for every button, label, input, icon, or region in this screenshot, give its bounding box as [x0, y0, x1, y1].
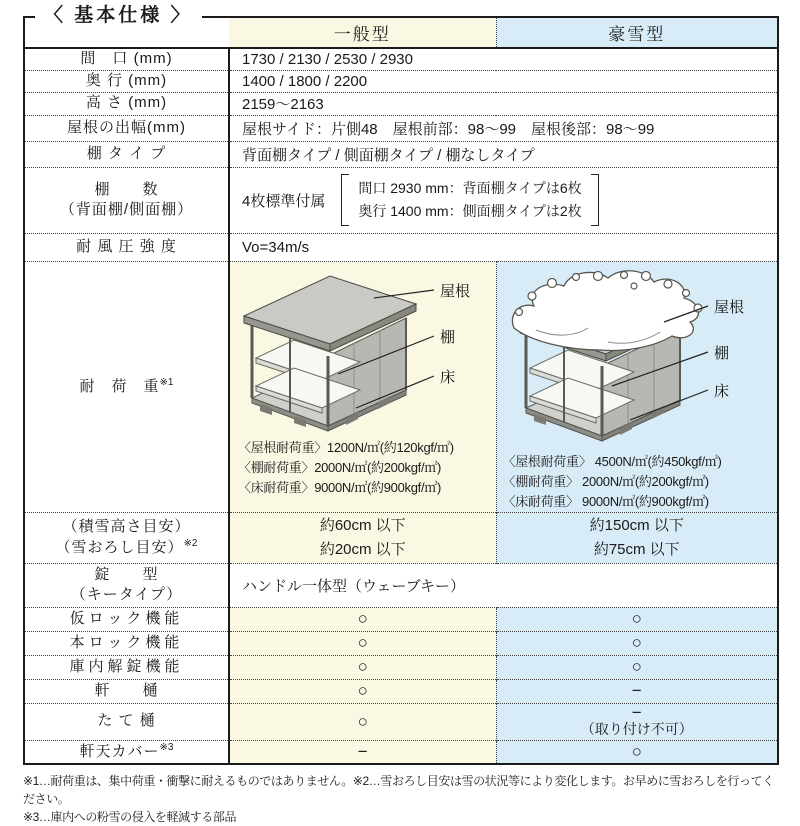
- shelf-count-label-line1: 棚 数: [94, 180, 159, 198]
- shed-diagram-heavy-snow: [512, 270, 762, 446]
- row-main-lock-label: 本ロック機能: [24, 631, 229, 655]
- row-shelf-type-label: 棚 タ イ プ: [24, 141, 229, 167]
- vertical-gutter-heavy-note: （取り付け不可）: [580, 721, 693, 737]
- vertical-gutter-heavy-dash: −: [631, 703, 642, 722]
- footnotes: [23, 772, 783, 826]
- row-snow-height: [24, 512, 778, 563]
- load-heavy-floor: 〈床耐荷重〉 9000N/㎡(約900kgf/㎡): [502, 493, 709, 509]
- spec-sheet-page: [0, 5, 800, 824]
- row-snow-height-label: [24, 512, 229, 563]
- footnote-line1: ※1…耐荷重は、集中荷重・衝撃に耐えるものではありません。※2…雪おろし目安は雪の状況等により変化します。お早めに雪おろしを行ってください。: [23, 774, 774, 806]
- load-values-heavy-snow: [497, 446, 778, 512]
- row-load-capacity-label: [24, 261, 229, 512]
- row-vertical-gutter-label: た て 樋: [24, 703, 229, 740]
- diagram-label-floor: 床: [439, 368, 455, 386]
- footnote-line2: ※3…庫内への粉雪の侵入を軽減する部品: [23, 810, 237, 824]
- vertical-gutter-general-mark: ○: [229, 703, 496, 740]
- load-general-floor: 〈床耐荷重〉9000N/㎡(約900kgf/㎡): [238, 479, 442, 495]
- row-shelf-type-value: 背面棚タイプ / 側面棚タイプ / 棚なしタイプ: [229, 141, 778, 167]
- load-heavy-roof: 〈屋根耐荷重〉 4500N/㎡(約450kgf/㎡): [502, 453, 722, 469]
- snow-label-line1: （積雪高さ目安）: [62, 517, 191, 535]
- eaves-cover-note-mark: ※3: [159, 742, 174, 754]
- load-general-roof: 〈屋根耐荷重〉1200N/㎡(約120kgf/㎡): [238, 439, 454, 455]
- row-height-label: 高 さ (mm): [24, 92, 229, 115]
- shelf-count-bracket: [341, 174, 598, 226]
- row-height: [24, 92, 778, 115]
- row-roof-overhang-value: 屋根サイド：片側48 屋根前部：98〜99 屋根後部：98〜99: [229, 115, 778, 141]
- row-wind-resistance-label: 耐 風 圧 強 度: [24, 233, 229, 261]
- row-depth-value: 1400 / 1800 / 2200: [229, 70, 778, 92]
- snow-height-general-cell: [229, 512, 496, 563]
- bracket-left: [341, 174, 349, 226]
- eaves-cover-heavy-snow-mark: ○: [496, 740, 778, 764]
- snow-general-line1: 約60cm 以下: [319, 516, 406, 534]
- diagram-label-floor: 床: [713, 382, 729, 400]
- eaves-cover-general-mark: −: [229, 740, 496, 764]
- diagram-label-shelf: 棚: [713, 344, 729, 362]
- row-eaves-cover-label: [24, 740, 229, 764]
- lock-type-label-line1: 錠 型: [94, 565, 159, 583]
- load-capacity-general-cell: [229, 261, 496, 512]
- diagram-label-roof: 屋根: [439, 282, 470, 300]
- snow-label-line2: （雪おろし目安）: [55, 539, 184, 556]
- row-vertical-gutter: [24, 703, 778, 740]
- row-shelf-count: [24, 167, 778, 233]
- row-main-lock: [24, 631, 778, 655]
- inner-unlock-general-mark: ○: [229, 655, 496, 679]
- row-shelf-type: [24, 141, 778, 167]
- row-depth: [24, 70, 778, 92]
- spec-table-wrap: [23, 5, 777, 765]
- snow-note-mark: ※2: [183, 538, 198, 549]
- diagram-label-roof: 屋根: [713, 298, 744, 316]
- eaves-cover-label-text: 軒天カバー: [79, 743, 160, 761]
- load-general-shelf: 〈棚耐荷重〉2000N/㎡(約200kgf/㎡): [238, 459, 442, 475]
- vertical-gutter-heavy-snow-cell: [496, 703, 778, 740]
- row-inner-unlock-label: 庫内解錠機能: [24, 655, 229, 679]
- row-wind-resistance-value: Vo=34m/s: [229, 233, 778, 261]
- spec-table: [23, 16, 779, 765]
- row-eaves-gutter-label: 軒 樋: [24, 679, 229, 703]
- lock-type-label-line2: （キータイプ）: [70, 586, 183, 603]
- row-inner-unlock: [24, 655, 778, 679]
- eaves-gutter-general-mark: ○: [229, 679, 496, 703]
- snow-general-line2: 約20cm 以下: [319, 540, 406, 558]
- snow-heavy-line2: 約75cm 以下: [593, 540, 680, 558]
- row-roof-overhang: [24, 115, 778, 141]
- shed-diagram-general: [238, 270, 488, 432]
- snow-heavy-line1: 約150cm 以下: [589, 516, 684, 534]
- shelf-count-base: 4枚標準付属: [242, 192, 326, 210]
- page-title: 〈 基本仕様 〉: [35, 3, 202, 29]
- load-capacity-note-mark: ※1: [159, 376, 174, 388]
- row-lock-type-value: ハンドル一体型（ウェーブキー）: [229, 563, 778, 607]
- load-values-general: [230, 432, 496, 498]
- row-eaves-gutter: [24, 679, 778, 703]
- main-lock-heavy-snow-mark: ○: [496, 631, 778, 655]
- row-temp-lock: [24, 607, 778, 631]
- load-capacity-heavy-snow-cell: [496, 261, 778, 512]
- row-width: [24, 48, 778, 70]
- column-header-general: 一般型: [229, 17, 496, 48]
- diagram-label-shelf: 棚: [439, 328, 455, 346]
- load-capacity-label-text: 耐 荷 重: [79, 377, 160, 395]
- row-wind-resistance: [24, 233, 778, 261]
- snow-height-heavy-snow-cell: [496, 512, 778, 563]
- row-eaves-cover: [24, 740, 778, 764]
- shelf-count-note-line2: 奥行 1400 mm：側面棚タイプは2枚: [358, 203, 582, 219]
- main-lock-general-mark: ○: [229, 631, 496, 655]
- shelf-count-label-line2: （背面棚/側面棚）: [59, 201, 194, 218]
- eaves-gutter-heavy-snow-mark: −: [496, 679, 778, 703]
- inner-unlock-heavy-snow-mark: ○: [496, 655, 778, 679]
- row-roof-overhang-label: 屋根の出幅(mm): [24, 115, 229, 141]
- row-depth-label: 奥 行 (mm): [24, 70, 229, 92]
- temp-lock-heavy-snow-mark: ○: [496, 607, 778, 631]
- row-width-label: 間 口 (mm): [24, 48, 229, 70]
- row-height-value: 2159〜2163: [229, 92, 778, 115]
- row-width-value: 1730 / 2130 / 2530 / 2930: [229, 48, 778, 70]
- temp-lock-general-mark: ○: [229, 607, 496, 631]
- row-lock-type-label: [24, 563, 229, 607]
- row-shelf-count-label: [24, 167, 229, 233]
- column-header-heavy-snow: 豪雪型: [496, 17, 778, 48]
- bracket-right: [591, 174, 599, 226]
- load-heavy-shelf: 〈棚耐荷重〉 2000N/㎡(約200kgf/㎡): [502, 473, 709, 489]
- row-load-capacity: [24, 261, 778, 512]
- row-temp-lock-label: 仮ロック機能: [24, 607, 229, 631]
- row-lock-type: [24, 563, 778, 607]
- row-shelf-count-value: [229, 167, 778, 233]
- shelf-count-note-line1: 間口 2930 mm：背面棚タイプは6枚: [358, 180, 582, 196]
